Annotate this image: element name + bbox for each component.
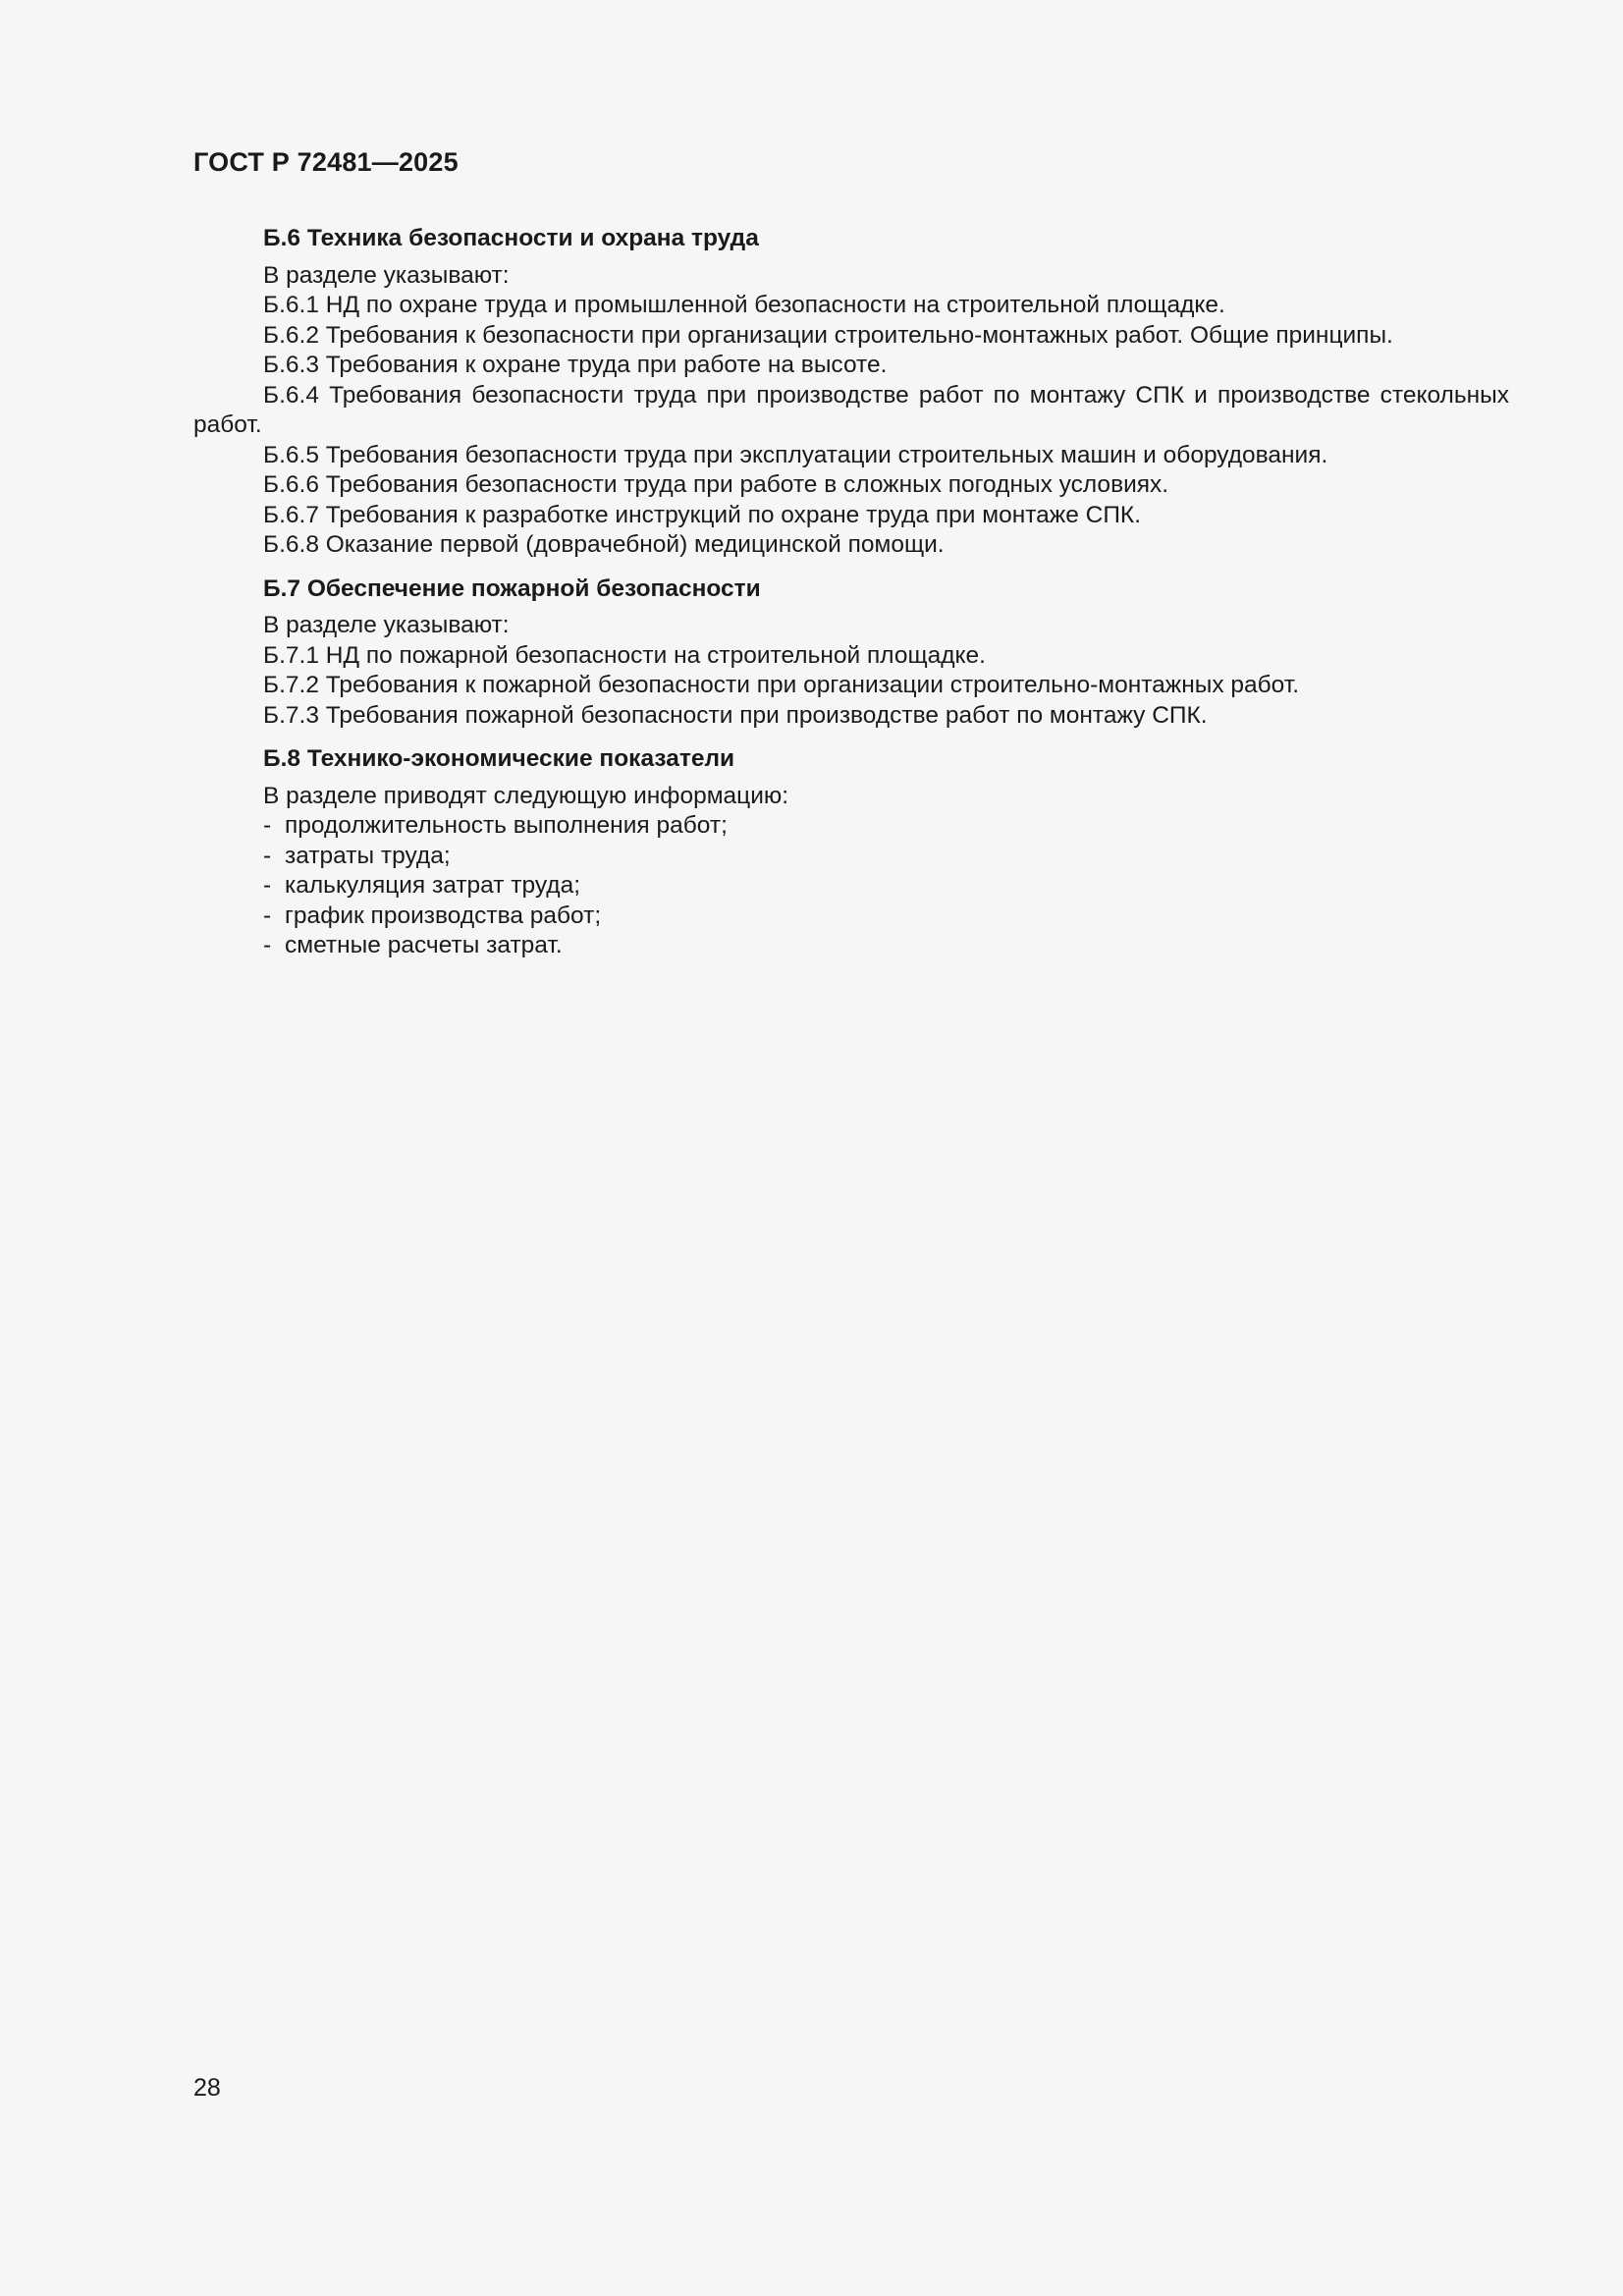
section-heading: Б.7 Обеспечение пожарной безопасности — [263, 574, 761, 602]
document-body — [193, 224, 1509, 975]
list-item — [193, 902, 1509, 932]
section-b8 — [193, 744, 1509, 961]
clause-b6-8: Б.6.8 Оказание первой (доврачебной) медицинской помощи. — [263, 531, 945, 558]
document-designation: ГОСТ Р 72481—2025 — [193, 147, 459, 177]
list-item-text: график производства работ; — [285, 902, 602, 929]
section-heading: Б.8 Технико-экономические показатели — [263, 745, 735, 772]
list-item — [193, 871, 1509, 902]
section-b6 — [193, 224, 1509, 561]
section-heading: Б.6 Техника безопасности и охрана труда — [263, 225, 759, 251]
list-item-text: сметные расчеты затрат. — [285, 932, 563, 958]
section-intro: В разделе указывают: — [263, 612, 510, 638]
clause-b6-2: Б.6.2 Требования к безопасности при организации строительно-монтажных работ. Общие принципы. — [263, 321, 1393, 349]
section-intro: В разделе приводят следующую информацию: — [263, 782, 789, 809]
clause-b6-6: Б.6.6 Требования безопасности труда при работе в сложных погодных условиях. — [263, 471, 1169, 498]
list-marker: - — [263, 872, 272, 899]
list-item — [193, 931, 1509, 961]
clause-b6-3: Б.6.3 Требования к охране труда при работе на высоте. — [263, 352, 888, 378]
clause-b7-3: Б.7.3 Требования пожарной безопасности при производстве работ по монтажу СПК. — [263, 701, 1208, 729]
list-item-text: затраты труда; — [285, 842, 451, 869]
list-item-text: калькуляция затрат труда; — [285, 872, 581, 899]
section-b7 — [193, 574, 1509, 732]
list-item-text: продолжительность выполнения работ; — [285, 812, 728, 839]
page-number: 28 — [193, 2074, 221, 2102]
section-intro: В разделе указывают: — [263, 261, 510, 289]
list-marker: - — [263, 932, 272, 958]
clause-b6-5: Б.6.5 Требования безопасности труда при эксплуатации строительных машин и оборудования. — [263, 441, 1328, 468]
list-marker: - — [263, 842, 272, 869]
clause-b7-2: Б.7.2 Требования к пожарной безопасности при организации строительно-монтажных работ. — [263, 672, 1300, 698]
list-item — [193, 842, 1509, 872]
list-item — [193, 811, 1509, 842]
clause-b6-1: Б.6.1 НД по охране труда и промышленной безопасности на строительной площадке. — [263, 292, 1225, 318]
clause-b7-1: Б.7.1 НД по пожарной безопасности на строительной площадке. — [263, 641, 986, 669]
clause-b6-4: Б.6.4 Требования безопасности труда при производстве работ по монтажу СПК и производстве стекольных работ. — [193, 381, 1509, 438]
list-marker: - — [263, 812, 272, 839]
list-marker: - — [263, 902, 272, 929]
clause-b6-7: Б.6.7 Требования к разработке инструкций по охране труда при монтаже СПК. — [263, 501, 1142, 528]
